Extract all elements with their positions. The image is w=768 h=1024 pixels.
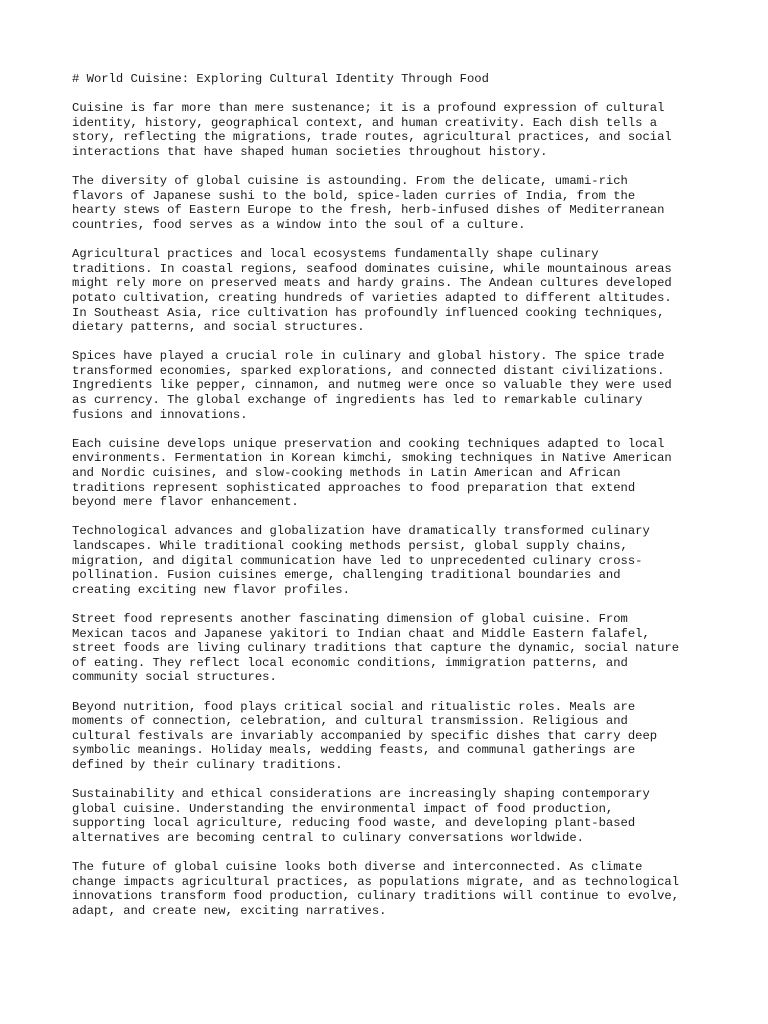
paragraph-line: interactions that have shaped human societies throughout history. [72,144,548,159]
paragraph-line: hearty stews of Eastern Europe to the fresh, herb-infused dishes of Mediterranean [72,203,665,218]
paragraph-line: Each cuisine develops unique preservation and cooking techniques adapted to local [72,436,665,451]
paragraph-line: landscapes. While traditional cooking methods persist, global supply chains, [72,539,628,553]
paragraph-line: Sustainability and ethical considerations are increasingly shaping contemporary [72,787,650,802]
paragraph-line: pollination. Fusion cuisines emerge, challenging traditional boundaries and [72,568,621,583]
paragraph-line: dietary patterns, and social structures. [72,320,365,335]
paragraph-line: defined by their culinary traditions. [72,757,343,772]
paragraph-line: flavors of Japanese sushi to the bold, spice-laden curries of India, from the [72,188,636,203]
paragraph-line: global cuisine. Understanding the environmental impact of food production, [72,801,614,816]
paragraph-line: The diversity of global cuisine is astounding. From the delicate, umami-rich [72,174,628,189]
paragraph-line: and Nordic cuisines, and slow-cooking methods in Latin American and African [72,466,621,481]
paragraph-line: symbolic meanings. Holiday meals, wedding feasts, and communal gatherings are [72,743,636,758]
paragraph-line: alternatives are becoming central to culinary conversations worldwide. [72,830,584,845]
document-heading: # World Cuisine: Exploring Cultural Identity Through Food [72,72,489,86]
paragraph-line: Mexican tacos and Japanese yakitori to Indian chaat and Middle Eastern falafel, [72,626,650,641]
paragraph-line: cultural festivals are invariably accompanied by specific dishes that carry deep [72,728,658,743]
paragraph-line: The future of global cuisine looks both diverse and interconnected. As climate [72,860,643,875]
paragraph-line: community social structures. [72,670,277,685]
paragraph-line: traditions represent sophisticated approaches to food preparation that extend [72,480,636,495]
paragraph-line: adapt, and create new, exciting narratives. [72,903,387,918]
paragraph-5 [72,437,712,510]
paragraph-line: Spices have played a crucial role in culinary and global history. The spice trade [72,349,665,364]
paragraph-line: of eating. They reflect local economic conditions, immigration patterns, and [72,655,628,670]
paragraph-3 [72,247,712,335]
paragraph-line: potato cultivation, creating hundreds of varieties adapted to different altitudes. [72,290,672,305]
paragraph-line: Street food represents another fascinating dimension of global cuisine. From [72,611,628,626]
paragraph-line: Cuisine is far more than mere sustenance; it is a profound expression of cultural [72,101,665,116]
paragraph-1 [72,101,712,159]
paragraph-line: as currency. The global exchange of ingredients has led to remarkable culinary [72,393,643,408]
paragraph-line: might rely more on preserved meats and hardy grains. The Andean cultures developed [72,276,672,291]
paragraph-9 [72,787,712,845]
paragraph-8 [72,700,712,773]
paragraph-line: migration, and digital communication have led to unprecedented culinary cross- [72,553,643,568]
paragraph-line: supporting local agriculture, reducing food waste, and developing plant-based [72,816,636,831]
paragraph-line: transformed economies, sparked explorations, and connected distant civilizations. [72,363,665,378]
paragraph-4 [72,349,712,422]
paragraph-line: fusions and innovations. [72,407,248,422]
paragraph-10 [72,860,712,918]
paragraph-line: Ingredients like pepper, cinnamon, and nutmeg were once so valuable they were used [72,378,672,393]
paragraph-7 [72,612,712,685]
paragraph-line: beyond mere flavor enhancement. [72,495,299,510]
paragraph-line: creating exciting new flavor profiles. [72,582,350,597]
paragraph-line: Technological advances and globalization have dramatically transformed culinary [72,524,650,539]
paragraph-line: Agricultural practices and local ecosystems fundamentally shape culinary [72,247,599,262]
paragraph-line: story, reflecting the migrations, trade routes, agricultural practices, and social [72,130,672,145]
paragraph-line: innovations transform food production, culinary traditions will continue to evolve, [72,889,680,904]
paragraph-line: street foods are living culinary traditions that capture the dynamic, social nature [72,641,680,656]
paragraph-line: In Southeast Asia, rice cultivation has profoundly influenced cooking techniques, [72,305,665,320]
paragraph-line: environments. Fermentation in Korean kimchi, smoking techniques in Native American [72,451,672,466]
document-page [72,72,712,933]
paragraph-line: change impacts agricultural practices, as populations migrate, and as technological [72,874,680,889]
paragraph-line: moments of connection, celebration, and cultural transmission. Religious and [72,714,628,729]
paragraph-line: Beyond nutrition, food plays critical social and ritualistic roles. Meals are [72,699,636,714]
paragraph-2 [72,174,712,232]
paragraph-line: traditions. In coastal regions, seafood dominates cuisine, while mountainous areas [72,261,672,276]
paragraph-line: identity, history, geographical context, and human creativity. Each dish tells a [72,115,658,130]
paragraph-line: countries, food serves as a window into the soul of a culture. [72,217,526,232]
paragraph-6 [72,524,712,597]
